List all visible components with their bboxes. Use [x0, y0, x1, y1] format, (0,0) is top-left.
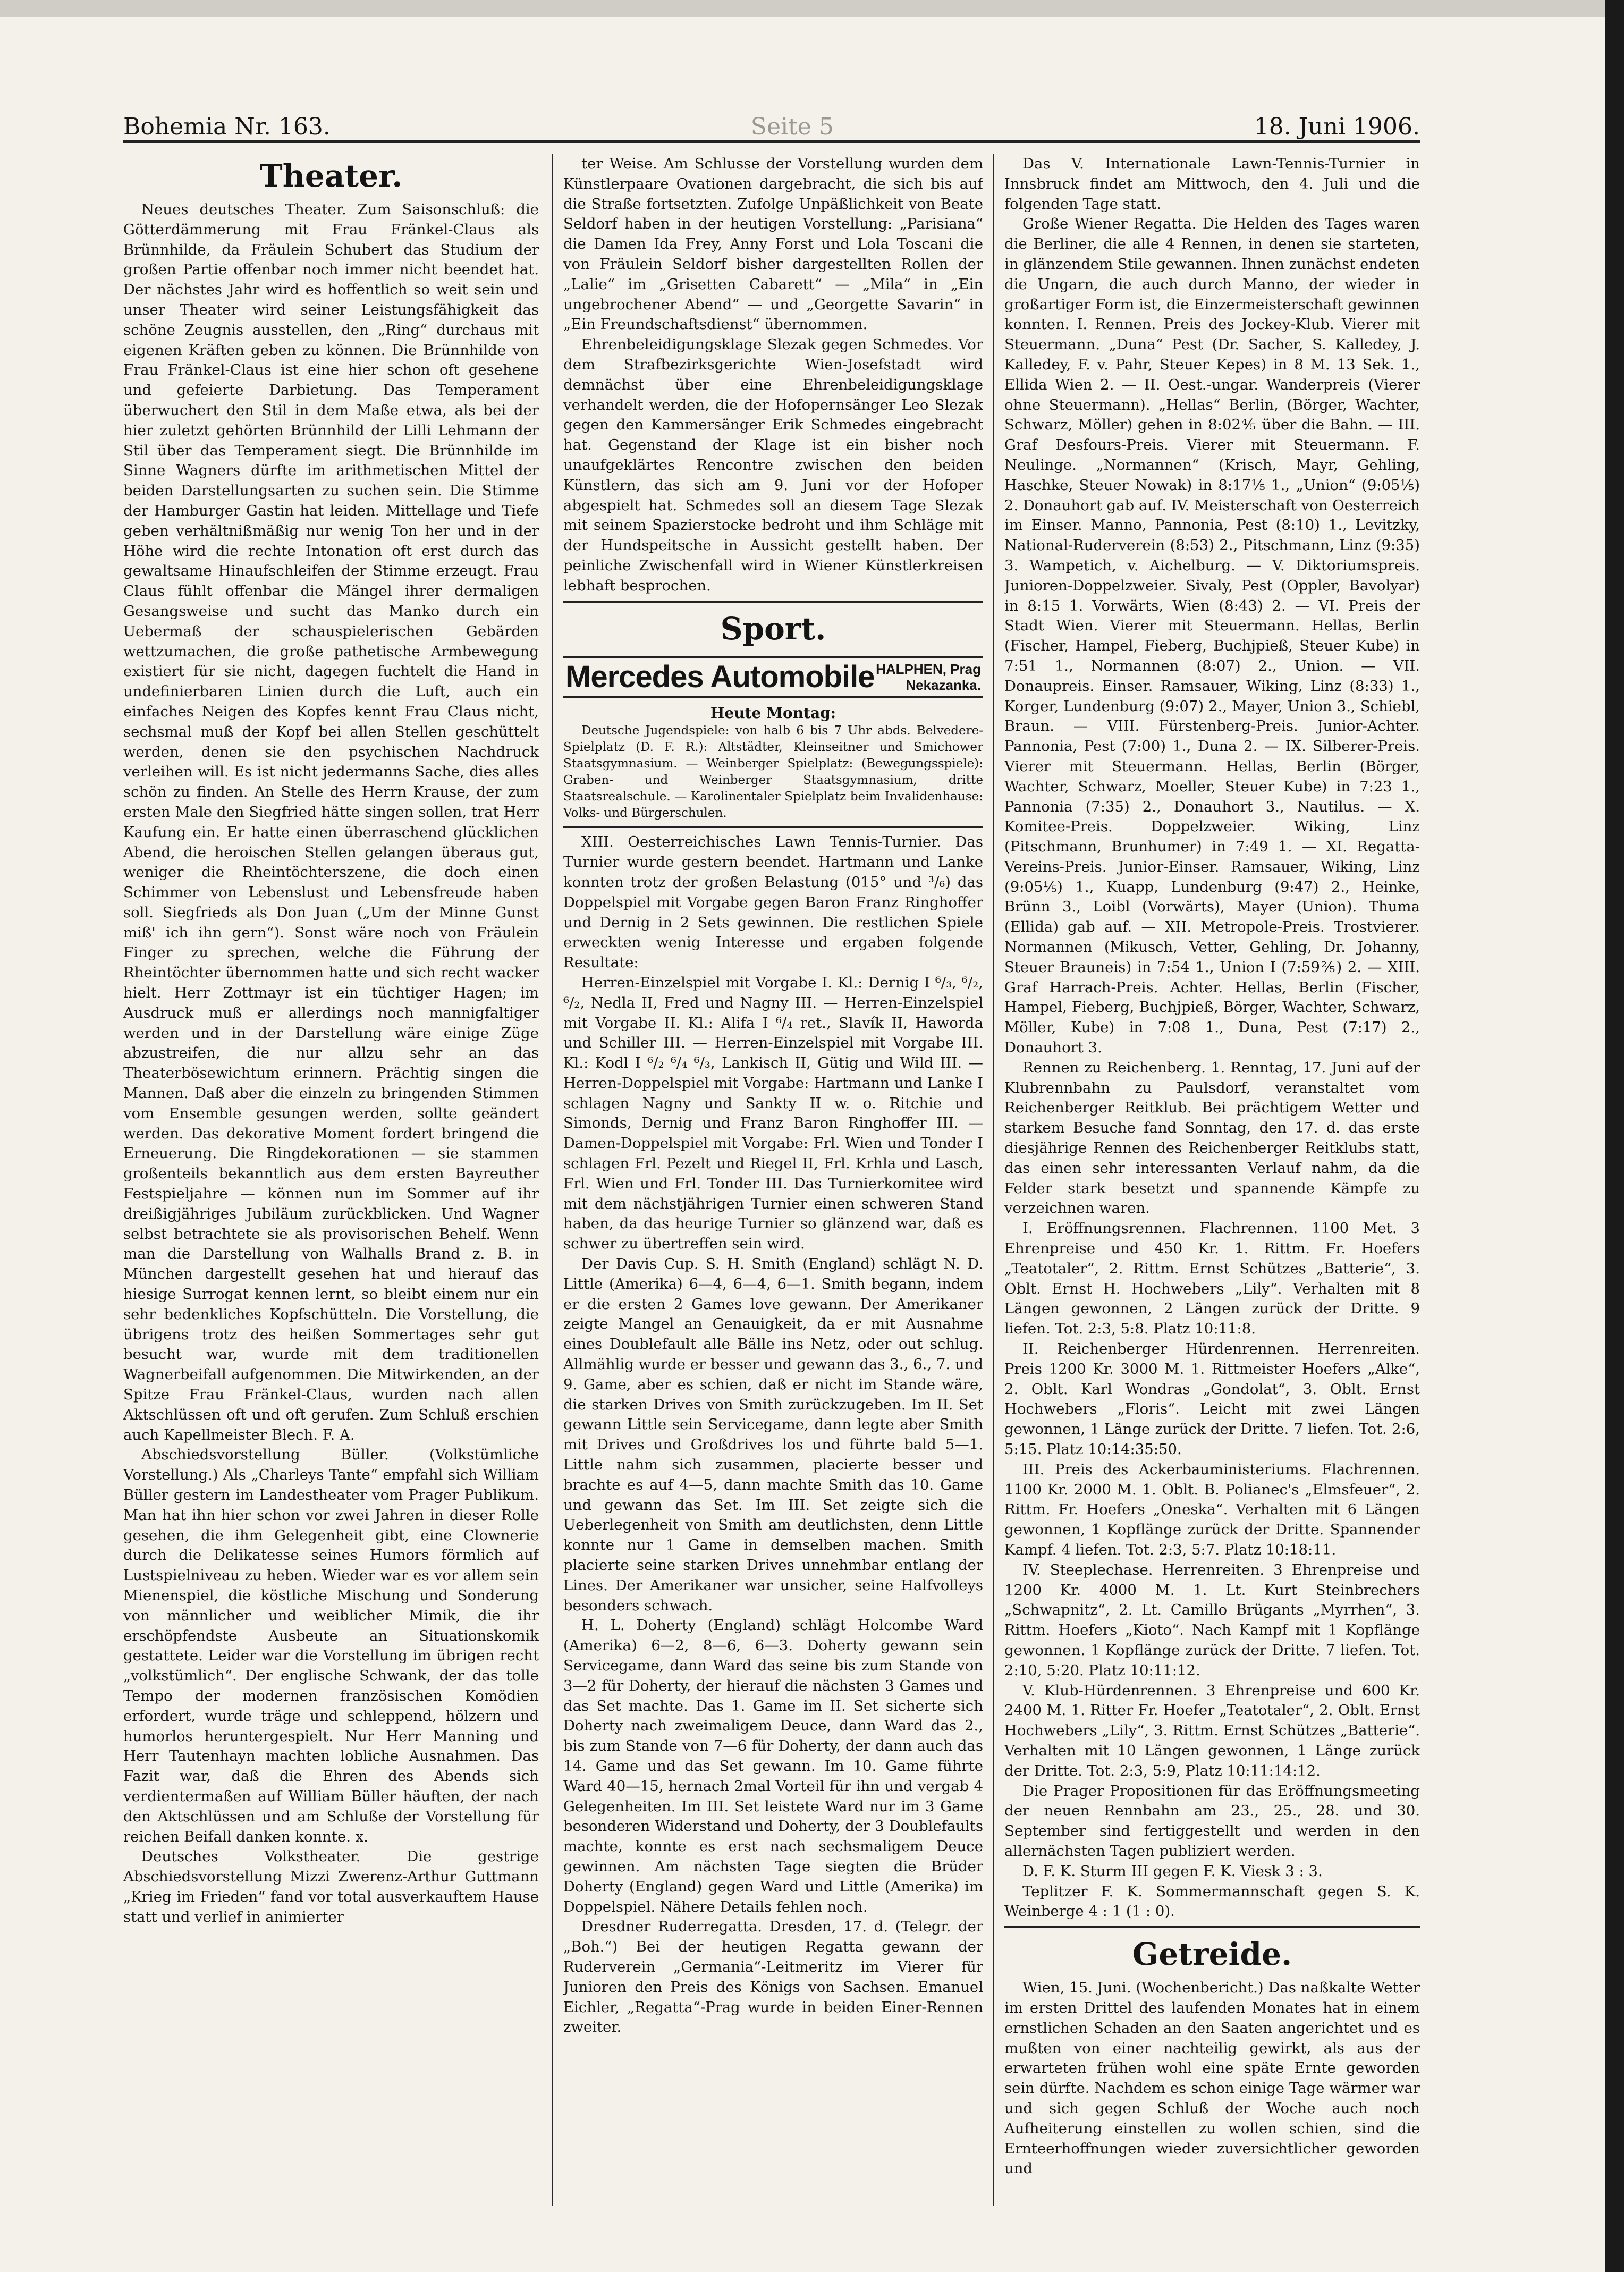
- divider: [1004, 1926, 1420, 1928]
- divider: [563, 601, 983, 603]
- article-rennen-reichenberg: Rennen zu Reichenberg. 1. Renntag, 17. Juni auf der Klubrennbahn zu Paulsdorf, veranstaltet vom Reichenberger Reitklub. Bei prächtigem Wetter und starkem Besuche fand Sonntag, den 17. d. das erste diesjährige Rennen des Reichenberger Reitklubs statt, das einen sehr interessanten Verlauf nahm, da die Felder stark besetzt und spannende Kämpfe zu verzeichnen waren.: [1004, 1059, 1420, 1217]
- article-deutsches-volkstheater: Deutsches Volkstheater. Die gestrige Abschiedsvorstellung Mizzi Zwerenz-Arthur Guttmann „Krieg im Frieden“ fand vor total ausverkauftem Hause statt und verlief in animierter: [123, 1848, 539, 1925]
- football-result-1: D. F. K. Sturm III gegen F. K. Viesk 3 : 3.: [1022, 1862, 1323, 1880]
- article-getreide-wien: Wien, 15. Juni. (Wochenbericht.) Das naßkalte Wetter im ersten Drittel des laufenden Monates hat in einem ernstlichen Schaden an den Saaten angerichtet und es mußten von einer nachteilig gewirkt, als aus der erwarteten frühen wohl eine späte Ernte geworden sein dürfte. Nachdem es schon einige Tage wärmer war und sich gegen Schluß der Woche auch noch Aufheiterung einstellen zu wollen schien, sind die Ernteerhoffnungen wieder zuversichtlicher geworden und: [1004, 1979, 1420, 2177]
- jugendspiele-notice: Deutsche Jugendspiele: von halb 6 bis 7 Uhr abds. Belvedere-Spielplatz (D. F. R.): Altstädter, Kleinseitner und Smichower Staatsgymnasium. — Weinberger Spielplatz: (Bewegungsspiele): Graben- und Weinberger Staatsgymnasium, dritte Staatsrealschule. — Karolinentaler Spielplatz beim Invalidenhause: Volks- und Bürgerschulen.: [563, 724, 983, 821]
- article-lawn-tennis-turnier: XIII. Oesterreichisches Lawn Tennis-Turnier. Das Turnier wurde gestern beendet. Hartmann und Lanke konnten trotz der großen Belastung (015° und ³/₆) das Doppelspiel mit Vorgabe gegen Baron Franz Ringhoffer und Dernig in 2 Sets gewinnen. Die restlichen Spiele erweckten wenig Interesse und ergaben folgende Resultate:: [563, 833, 983, 972]
- divider: [563, 826, 983, 828]
- article-dresdner-regatta: Dresdner Ruderregatta. Dresden, 17. d. (Telegr. der „Boh.“) Bei der heutigen Regatta gewann der Ruderverein „Germania“-Leitmeritz im Vierer für Junioren den Preis des Königs von Sachsen. Emanuel Eichler, „Regatta“-Prag wurde in beiden Einer-Rennen zweiter.: [563, 1918, 983, 2036]
- ad-dealer-street: Nekazanka.: [906, 677, 981, 693]
- header-page-number: Seite 5: [750, 113, 834, 140]
- section-title-sport: Sport.: [720, 610, 826, 647]
- section-title-theater: Theater.: [259, 158, 403, 194]
- page-right-edge: [1605, 0, 1624, 2272]
- column-rule-1: [552, 154, 553, 2206]
- page-header: [123, 104, 1420, 143]
- ad-title: Mercedes Automobile: [565, 659, 875, 694]
- article-ehrenbeleidigungsklage: Ehrenbeleidigungsklage Slezak gegen Schmedes. Vor dem Strafbezirksgerichte Wien-Josefstadt wird demnächst über eine Ehrenbeleidigungsklage verhandelt werden, die der Hofopernsänger Leo Slezak gegen den Kammersänger Erik Schmedes eingebracht hat. Gegenstand der Klage ist ein bisher noch unaufgeklärtes Rencontre zwischen den beiden Künstlern, das sich am 9. Juni vor der Hofoper abgespielt hat. Schmedes soll an diesem Tage Slezak mit seinem Spazierstocke bedroht und ihm Schläge mit der Hundspeitsche in Aussicht gestellt haben. Der peinliche Zwischenfall wird in Wiener Künstlerkreisen lebhaft besprochen.: [563, 336, 983, 594]
- column-theater: [123, 154, 539, 2206]
- column-rule-2: [993, 154, 994, 2206]
- race-result-5: V. Klub-Hürdenrennen. 3 Ehrenpreise und 600 Kr. 2400 M. 1. Ritter Fr. Hoefer „Teatotaler“, 2. Oblt. Ernst Hochwebers „Lily“, 3. Rittm. Ernst Schützes „Batterie“. Verhalten mit 10 Längen gewonnen, 1 Länge zurück der Dritte. Tot. 2:3, 5:9, Platz 10:11:14:12.: [1004, 1682, 1420, 1779]
- article-davis-cup-doherty: H. L. Doherty (England) schlägt Holcombe Ward (Amerika) 6—2, 8—6, 6—3. Doherty gewann sein Servicegame, dann Ward das seine bis zum Stande von 3—2 für Doherty, der hierauf die nächsten 3 Games und das Set machte. Das 1. Game im II. Set sicherte sich Doherty nach zweimaligem Deuce, dann Ward das 2., bis zum Stande von 7—6 für Doherty, der dann auch das 14. Game und das Set gewann. Im 10. Game führte Ward 40—15, hernach 2mal Vorteil für ihn und vergab 4 Gelegenheiten. Im III. Set leistete Ward nur im 3 Game besonderen Widerstand und Doherty, der 3 Doublefaults machte, konnte es erst nach sechsmaligem Deuce gewinnen. Am nächsten Tage siegten die Brüder Doherty (England) gegen Ward und Little (Amerika) im Doppelspiel. Nähere Details fehlen noch.: [563, 1617, 983, 1915]
- header-issue: Bohemia Nr. 163.: [123, 113, 331, 140]
- article-prager-propositionen: Die Prager Propositionen für das Eröffnungsmeeting der neuen Rennbahn am 23., 25., 28. und 30. September sind fertiggestellt und werden in den allernächsten Tagen publiziert werden.: [1004, 1782, 1420, 1860]
- article-davis-cup-smith: Der Davis Cup. S. H. Smith (England) schlägt N. D. Little (Amerika) 6—4, 6—4, 6—1. Smith begann, indem er die ersten 2 Games love gewann. Der Amerikaner zeigte Mangel an Genauigkeit, da er mit Ausnahme eines Doublefault alle Bälle ins Netz, oder out schlug. Allmählig wurde er besser und gewann das 3., 6., 7. und 9. Game, aber es schien, daß er nicht im Stande wäre, die starken Drives von Smith zurückzugeben. Im II. Set gewann Little sein Servicegame, dann legte aber Smith mit Drives und Großdrives los und führte bald 5—1. Little nahm sich zusammen, placierte besser und brachte es auf 4—5, dann machte Smith das 10. Game und gewann das Set. Im III. Set zeigte sich die Ueberlegenheit von Smith am deutlichsten, denn Little konnte nur 1 Game in demselben machen. Smith placierte seine starken Drives unnehmbar entlang der Lines. Der Amerikaner war unsicher, seine Halfvolleys besonders schwach.: [563, 1255, 983, 1614]
- column-middle: [563, 154, 983, 2206]
- article-abschiedsvorstellung: Abschiedsvorstellung Büller. (Volkstümliche Vorstellung.) Als „Charleys Tante“ empfahl sich William Büller gestern im Landestheater vom Prager Publikum. Man hat ihn hier schon vor zwei Jahren in dieser Rolle gesehen, die ihm Gelegenheit gibt, eine Clownerie durch die Delikatesse seines Humors förmlich auf Lustspielniveau zu heben. Wieder war es vor allem sein Mienenspiel, die köstliche Mischung und Sonderung von männlicher und weiblicher Mimik, die ihr erschöpfendste Ausbeute an Situationskomik gestattete. Leider war die Vorstellung im übrigen recht „volkstümlich“. Der englische Schwank, der das tolle Tempo der modernen französischen Komödien erfordert, wurde träge und schleppend, hölzern und humorlos heruntergespielt. Nur Herr Manning und Herr Tautenhayn machten lobliche Ausnahmen. Das Fazit war, daß die Ehren des Abends sich verdientermaßen auf William Büller häuften, der nach den Aktschlüssen und am Schluße der Vorstellung für reichen Beifall danken konnte. x.: [123, 1446, 539, 1845]
- race-result-4: IV. Steeplechase. Herrenreiten. 3 Ehrenpreise und 1200 Kr. 4000 M. 1. Lt. Kurt Steinbrechers „Schwapnitz“, 2. Lt. Camillo Brügants „Myrrhen“, 3. Rittm. Hoefers „Kioto“. Nach Kampf mit 1 Kopflänge gewonnen. 1 Kopflänge zurück der Dritte. 7 liefen. Tot. 2:10, 5:20. Platz 10:11:12.: [1004, 1561, 1420, 1679]
- article-wiener-regatta: Große Wiener Regatta. Die Helden des Tages waren die Berliner, die alle 4 Rennen, in denen sie starteten, in glänzendem Stile gewannen. Ihnen zunächst endeten die Ungarn, die auch durch Manno, der wieder in großartiger Form ist, die Einzermeisterschaft gewinnen konnten. I. Rennen. Preis des Jockey-Klub. Vierer mit Steuermann. „Duna“ Pest (Dr. Sacher, S. Kalledey, J. Kalledey, F. v. Pahr, Steuer Kepes) in 8 M. 13 Sek. 1., Ellida Wien 2. — II. Oest.-ungar. Wanderpreis (Vierer ohne Steuermann). „Hellas“ Berlin, (Börger, Wachter, Schwarz, Möller) gehen in 8:02⅘ über die Bahn. — III. Graf Desfours-Preis. Vierer mit Steuermann. F. Neulinge. „Normannen“ (Krisch, Mayr, Gehling, Haschke, Steuer Nowak) in 8:17⅕ 1., „Union“ (9:05⅕) 2. Donauhort gab auf. IV. Meisterschaft von Oesterreich im Einser. Manno, Pannonia, Pest (8:10) 1., Levitzky, National-Ruderverein (8:53) 2., Pitschmann, Linz (9:35) 3. Wampetich, v. Aichelburg. — V. Diktoriumspreis. Junioren-Doppelzweier. Sivaly, Pest (Oppler, Bavolyar) in 8:15 1. Vorwärts, Wien (8:43) 2. — VI. Preis der Stadt Wien. Vierer mit Steuermann. Hellas, Berlin (Fischer, Hampel, Fieberg, Buchjpieß, Steuer Kube) in 7:51 1., Normannen (8:07) 2., Union. — VII. Donaupreis. Einser. Ramsauer, Wiking, Linz (8:33) 1., Korger, Lundenburg (9:07) 2., Mayer, Union 3., Schiebl, Braun. — VIII. Fürstenberg-Preis. Junior-Achter. Pannonia, Pest (7:00) 1., Duna 2. — IX. Silberer-Preis. Vierer mit Steuermann. Hellas, Berlin (Börger, Wachter, Schwarz, Moeller, Steuer Kube) in 7:23 1., Pannonia (7:35) 2., Donauhort 3., Nautilus. — X. Komitee-Preis. Doppelzweier. Wiking, Linz (Pitschmann, Brunhumer) in 7:49 1. — XI. Regatta-Vereins-Preis. Junior-Einser. Ramsauer, Wiking, Linz (9:05⅕) 1., Kuapp, Lundenburg (9:47) 2., Heinke, Brünn 3., Loibl (Vorwärts), Mayer (Union). Thuma (Ellida) gab auf. — XII. Metropole-Preis. Trostvierer. Normannen (Mikusch, Vetter, Gehling, Dr. Johanny, Steuer Brauneis) in 7:54 1., Union I (7:59⅖) 2. — XIII. Graf Harrach-Preis. Achter. Hellas, Berlin (Fischer, Hampel, Fieberg, Buchjpieß, Börger, Wachter, Schwarz, Möller, Kube) in 7:08 1., Duna, Pest (7:17) 2., Donauhort 3.: [1004, 215, 1420, 1057]
- advertisement-mercedes: [563, 656, 983, 698]
- heute-heading: Heute Montag:: [710, 704, 836, 722]
- football-result-2: Teplitzer F. K. Sommermannschaft gegen S. K. Weinberge 4 : 1 (1 : 0).: [1004, 1882, 1420, 1920]
- article-neues-deutsches-theater: Neues deutsches Theater. Zum Saisonschluß: die Götterdämmerung mit Frau Fränkel-Claus als Brünnhilde, da Fräulein Schubert das Studium der großen Partie offenbar noch immer nicht beendet hat. Der nächstes Jahr wird es hoffentlich so weit sein und unser Theater wird seiner Leistungsfähigkeit das schöne Zeugnis ausstellen, den „Ring“ durchaus mit eigenen Kräften geben zu können. Die Brünnhilde von Frau Fränkel-Claus ist eine hier schon oft gesehene und gefeierte Darbietung. Das Temperament überwuchert den Stil in dem Maße etwa, als bei der hier zuletzt gehörten Brünnhild der Lilli Lehmann der Stil über das Temperament siegt. Die Brünnhilde im Sinne Wagners dürfte im arithmetischen Mittel der beiden Darstellungsarten zu suchen sein. Die Stimme der Hamburger Gastin hat leiden. Mittellage und Tiefe geben verhältnißmäßig nur wenig Ton her und in der Höhe wird die rechte Intonation oft erst durch das gewaltsame Hinaufschleifen der Stimme erzeugt. Frau Claus fühlt offenbar die Mängel ihrer dermaligen Gesangsweise und sucht das Manko durch ein Uebermaß der schauspielerischen Gebärden wettzumachen, die große pathetische Armbewegung existiert für sie nicht, dagegen fuchtelt die Hand in undefinierbaren Linien durch die Luft, auch ein einfaches Neigen des Kopfes kennt Frau Claus nicht, sechsmal muß der Kopf bei allen Stellen geschüttelt werden, denen sie den psychischen Nachdruck verleihen will. Es ist nicht jedermanns Sache, dies alles schön zu finden. An Stelle des Herrn Krause, der zum ersten Male den Siegfried hätte singen sollen, trat Herr Kaufung ein. Er hatte einen überraschend glücklichen Abend, die heroischen Stellen gelangen überaus gut, weniger die Rheintöchterszene, die doch einen Schimmer von Lebenslust und Lebensfreude haben soll. Siegfrieds als Don Juan („Um der Minne Gunst miß' ich ihn gern“). Sonst wäre noch von Fräulein Finger zu sprechen, welche die Führung der Rheintöchter übernommen hatte und sich recht wacker hielt. Herr Zottmayr ist ein tüchtiger Hagen; im Ausdruck muß er allerdings noch mannigfaltiger werden und in der Darstellung wäre einige Züge abzustreifen, die nur allzu sehr an das Theaterbösewichtum erinnern. Prächtig singen die Mannen. Daß aber die einzeln zu bringenden Stimmen vom Ensemble gesungen werden, sollte geändert werden. Das dekorative Moment fordert bringend die Erneuerung. Die Ringdekorationen — sie stammen großenteils bekanntlich aus dem ersten Bayreuther Festspieljahre — können nun im Sommer auf ihr dreißigjähriges Jubiläum zurückblicken. Und Wagner selbst betrachtete sie als provisorischen Behelf. Wenn man die Darstellung von Walhalls Brand z. B. in München dargestellt gesehen hat und hierauf das hiesige Surrogat kennen lernt, so bleibt einem nur ein sehr bedenkliches Kopfschütteln. Die Vorstellung, die übrigens trotz des heißen Sommertages sehr gut besucht war, wurde mit dem traditionellen Wagnerbeifall aufgenommen. Die Mitwirkenden, an der Spitze Frau Fränkel-Claus, wurden nach allen Aktschlüssen oft und oft gerufen. Zum Schluß erschien auch Kapellmeister Blech. F. A.: [123, 201, 539, 1443]
- race-result-3: III. Preis des Ackerbauministeriums. Flachrennen. 1100 Kr. 2000 M. 1. Oblt. B. Polianec's „Elmsfeuer“, 2. Rittm. Fr. Hoefers „Oneska“. Verhalten mit 6 Längen gewonnen, 1 Kopflänge zurück der Dritte. Spannender Kampf. 4 liefen. Tot. 2:3, 5:7. Platz 10:18:11.: [1004, 1460, 1420, 1558]
- section-title-getreide: Getreide.: [1132, 1936, 1292, 1973]
- page-top-edge: [0, 0, 1624, 17]
- race-result-2: II. Reichenberger Hürdenrennen. Herrenreiten. Preis 1200 Kr. 3000 M. 1. Rittmeister Hoefers „Alke“, 2. Oblt. Karl Wondras „Gondolat“, 3. Oblt. Ernst Hochwebers „Floris“. Leicht mit zwei Längen gewonnen, 1 Länge zurück der Dritte. 7 liefen. Tot. 2:6, 5:15. Platz 10:14:35:50.: [1004, 1340, 1420, 1458]
- column-sport-getreide: [1004, 154, 1420, 2206]
- race-result-1: I. Eröffnungsrennen. Flachrennen. 1100 Met. 3 Ehrenpreise und 450 Kr. 1. Rittm. Fr. Hoefers „Teatotaler“, 2. Rittm. Ernst Schützes „Batterie“, 3. Oblt. Ernst H. Hochwebers „Lily“. Verhalten mit 8 Längen gewonnen, 2 Längen zurück der Dritte. 9 liefen. Tot. 2:3, 5:8. Platz 10:11:8.: [1004, 1220, 1420, 1338]
- ad-dealer-name: HALPHEN, Prag: [876, 661, 981, 677]
- ad-dealer: [876, 661, 981, 693]
- header-date: 18. Juni 1906.: [1254, 113, 1420, 140]
- article-tennis-results: Herren-Einzelspiel mit Vorgabe I. Kl.: Dernig I ⁶/₃, ⁶/₂, ⁶/₂, Nedla II, Fred und Nagny III. — Herren-Einzelspiel mit Vorgabe II. Kl.: Alifa I ⁶/₄ ret., Slavík II, Haworda und Schiller III. — Herren-Einzelspiel mit Vorgabe III. Kl.: Kodl I ⁶/₂ ⁶/₄ ⁶/₃, Lankisch II, Gütig und Wild III. — Herren-Doppelspiel mit Vorgabe: Hartmann und Lanke I schlagen Nagny und Sankty II w. o. Ritchie und Simonds, Dernig und Franz Baron Ringhoffer III. — Damen-Doppelspiel mit Vorgabe: Frl. Wien und Tonder I schlagen Frl. Pezelt und Riegel II, Frl. Krhla und Lasch, Frl. Wien und Frl. Tonder III. Das Turnierkomitee wird mit dem nächstjährigen Turnier einen schweren Stand haben, da das heurige Turnier so glänzend war, daß es schwer zu übertreffen sein wird.: [563, 974, 983, 1253]
- article-innsbruck-tennis: Das V. Internationale Lawn-Tennis-Turnier in Innsbruck findet am Mittwoch, den 4. Juli und die folgenden Tage statt.: [1004, 155, 1420, 213]
- article-theater-continued: ter Weise. Am Schlusse der Vorstellung wurden dem Künstlerpaare Ovationen dargebracht, die sich bis auf die Straße fortsetzten. Zufolge Unpäßlichkeit von Beate Seldorf haben in der heutigen Vorstellung: „Parisiana“ die Damen Ida Frey, Anny Forst und Lola Toscani die von Fräulein Seldorf bisher dargestellten Rollen der „Lalie“ im „Grisetten Cabarett“ — „Mila“ in „Ein ungebrochener Abend“ — und „Georgette Savarin“ in „Ein Freundschaftsdienst“ übernommen.: [563, 155, 983, 333]
